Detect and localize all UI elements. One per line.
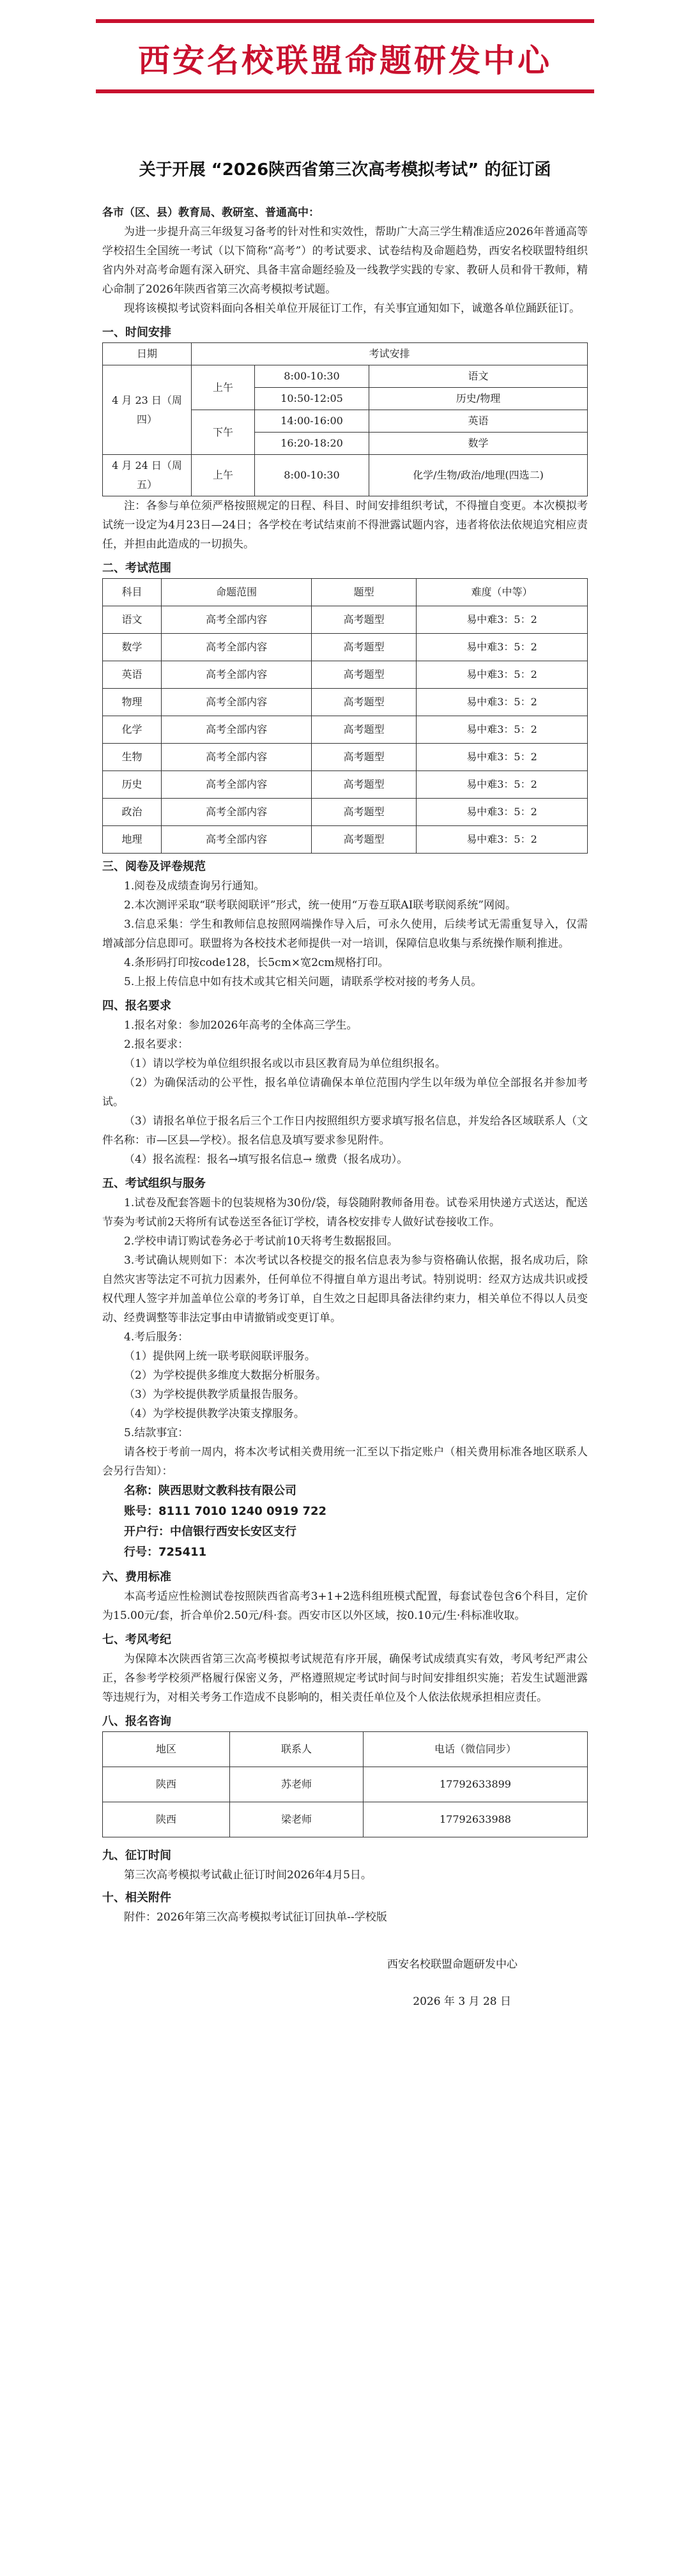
table-row: [103, 455, 588, 496]
intro-paragraph-2: 现将该模拟考试资料面向各相关单位开展征订工作，有关事宜通知如下，诚邀各单位踊跃征订。: [124, 302, 580, 315]
table-cell: 易中难3：5：2: [417, 716, 588, 744]
table-cell: 高考全部内容: [161, 744, 311, 771]
schedule-table: [102, 342, 588, 496]
organization-item: （1）提供网上统一联考联阅联评服务。: [124, 1350, 316, 1363]
contact-region: 陕西: [103, 1767, 230, 1802]
table-cell: 数学: [103, 634, 162, 661]
organization-item: （3）为学校提供教学质量报告服务。: [124, 1388, 305, 1401]
header-top-rule: [96, 19, 594, 23]
table-cell: 易中难3：5：2: [417, 826, 588, 854]
schedule-time: 8:00-10:30: [255, 365, 369, 388]
document-title: 关于开展 “2026陕西省第三次高考模拟考试” 的征订函: [139, 160, 551, 180]
grading-item: 5.上报上传信息中如有技术或其它相关问题，请联系学校对接的考务人员。: [124, 976, 482, 988]
table-cell: 高考全部内容: [161, 771, 311, 799]
table-header-cell: 命题范围: [161, 579, 311, 606]
organization-item: 2.学校申请订购试卷务必于考试前10天将考生数据报回。: [124, 1235, 398, 1248]
table-cell: 高考题型: [312, 661, 417, 689]
signature-date: 2026 年 3 月 28 日: [413, 1995, 511, 2008]
salutation: 各市（区、县）教育局、教研室、普通高中：: [102, 206, 319, 219]
schedule-period-am: 上午: [192, 455, 255, 496]
account-bank: 开户行：中信银行西安长安区支行: [124, 1525, 296, 1538]
registration-item: 1.报名对象：参加2026年高考的全体高三学生。: [124, 1019, 358, 1032]
table-cell: 高考题型: [312, 771, 417, 799]
table-header-cell: 科目: [103, 579, 162, 606]
header-bottom-rule: [96, 89, 594, 93]
table-cell: 高考全部内容: [161, 606, 311, 634]
organization-item: 请各校于考前一周内，将本次考试相关费用统一汇至以下指定账户（相关费用标准各地区联系人会另行告知）：: [102, 1446, 588, 1478]
organization-item: 1.试卷及配套答题卡的包装规格为30份/袋，每袋随附教师备用卷。试卷采用快递方式送达，配送节奏为考试前2天将所有试卷送至各征订学校，请各校安排专人做好试卷接收工作。: [102, 1197, 588, 1229]
table-cell: 易中难3：5：2: [417, 661, 588, 689]
schedule-period-pm: 下午: [192, 410, 255, 455]
organization-item: （2）为学校提供多维度大数据分析服务。: [124, 1369, 326, 1382]
section-heading-grading: 三、阅卷及评卷规范: [102, 860, 206, 873]
table-row: [103, 634, 588, 661]
contact-person: 苏老师: [230, 1767, 364, 1802]
table-cell: 地理: [103, 826, 162, 854]
section-heading-scope: 二、考试范围: [102, 562, 171, 575]
discipline-text: 为保障本次陕西省第三次高考模拟考试规范有序开展，确保考试成绩真实有效，考风考纪严肃公正，各参考学校须严格履行保密义务，严格遵照规定考试时间与时间安排组织实施；若发生试题泄露等违规行为，对相关考务工作造成不良影响的，相关责任单位及个人依法依规承担相应责任。: [102, 1653, 588, 1704]
table-cell: 高考全部内容: [161, 716, 311, 744]
registration-item: 2.报名要求：: [124, 1038, 189, 1051]
table-header-cell: 难度（中等）: [417, 579, 588, 606]
table-cell: 政治: [103, 799, 162, 826]
table-header-cell: 考试安排: [192, 343, 588, 365]
scope-table: [102, 578, 588, 854]
table-cell: 易中难3：5：2: [417, 606, 588, 634]
schedule-subject: 英语: [369, 410, 588, 433]
table-cell: 高考题型: [312, 826, 417, 854]
schedule-time: 14:00-16:00: [255, 410, 369, 433]
account-bank-code: 行号：725411: [124, 1545, 207, 1559]
table-header-cell: 地区: [103, 1732, 230, 1767]
table-cell: 易中难3：5：2: [417, 771, 588, 799]
table-header-cell: 联系人: [230, 1732, 364, 1767]
table-header-cell: 日期: [103, 343, 192, 365]
account-number: 账号：8111 7010 1240 0919 722: [124, 1505, 327, 1518]
table-cell: 语文: [103, 606, 162, 634]
table-row: [103, 799, 588, 826]
organization-item: 4.考后服务：: [124, 1331, 189, 1344]
table-header-cell: 题型: [312, 579, 417, 606]
signature-organization: 西安名校联盟命题研发中心: [387, 1958, 518, 1971]
registration-item: （4）报名流程：报名→填写报名信息→ 缴费（报名成功）。: [124, 1153, 408, 1166]
table-row: [103, 365, 588, 388]
table-cell: 高考全部内容: [161, 826, 311, 854]
table-cell: 高考题型: [312, 799, 417, 826]
table-cell: 高考题型: [312, 716, 417, 744]
table-cell: 高考全部内容: [161, 799, 311, 826]
table-row: [103, 1802, 588, 1837]
table-cell: 历史: [103, 771, 162, 799]
table-cell: 物理: [103, 689, 162, 716]
registration-item: （1）请以学校为单位组织报名或以市县区教育局为单位组织报名。: [124, 1057, 446, 1070]
table-row: [103, 579, 588, 606]
schedule-subject: 化学/生物/政治/地理(四选二): [369, 455, 588, 496]
schedule-subject: 语文: [369, 365, 588, 388]
table-cell: 英语: [103, 661, 162, 689]
section-heading-organization: 五、考试组织与服务: [102, 1177, 206, 1190]
contact-region: 陕西: [103, 1802, 230, 1837]
table-row: [103, 1732, 588, 1767]
contact-phone: 17792633988: [364, 1802, 588, 1837]
schedule-time: 8:00-10:30: [255, 455, 369, 496]
schedule-time: 10:50-12:05: [255, 388, 369, 410]
grading-item: 4.条形码打印按code128，长5cm×宽2cm规格打印。: [124, 956, 389, 969]
attachment-text: 附件：2026年第三次高考模拟考试征订回执单--学校版: [124, 1911, 387, 1924]
table-cell: 高考全部内容: [161, 634, 311, 661]
table-cell: 易中难3：5：2: [417, 744, 588, 771]
fees-text: 本高考适应性检测试卷按照陕西省高考3+1+2选科组班模式配置，每套试卷包含6个科目，定价为15.00元/套，折合单价2.50元/科·套。西安市区以外区域，按0.10元/生·科标准收取。: [102, 1590, 588, 1622]
document-body: [102, 203, 588, 2011]
deadline-text: 第三次高考模拟考试截止征订时间2026年4月5日。: [124, 1869, 372, 1882]
table-cell: 高考题型: [312, 606, 417, 634]
grading-item: 1.阅卷及成绩查询另行通知。: [124, 880, 265, 893]
table-row: [103, 716, 588, 744]
schedule-subject: 历史/物理: [369, 388, 588, 410]
contact-person: 梁老师: [230, 1802, 364, 1837]
organization-item: 5.结款事宜：: [124, 1427, 189, 1439]
table-cell: 高考全部内容: [161, 689, 311, 716]
section-heading-discipline: 七、考风考纪: [102, 1633, 171, 1646]
table-row: [103, 744, 588, 771]
table-row: [103, 343, 588, 365]
contact-phone: 17792633899: [364, 1767, 588, 1802]
table-cell: 高考题型: [312, 634, 417, 661]
section-heading-fees: 六、费用标准: [102, 1570, 171, 1584]
table-row: [103, 689, 588, 716]
registration-item: （2）为确保活动的公平性，报名单位请确保本单位范围内学生以年级为单位全部报名并参加考试。: [102, 1077, 588, 1108]
section-heading-deadline: 九、征订时间: [102, 1849, 171, 1862]
section-heading-registration: 四、报名要求: [102, 999, 171, 1013]
table-row: [103, 1767, 588, 1802]
table-row: [103, 661, 588, 689]
intro-paragraph-1: 为进一步提升高三年级复习备考的针对性和实效性，帮助广大高三学生精准适应2026年普通高等学校招生全国统一考试（以下简称“高考”）的考试要求、试卷结构及命题趋势，西安名校联盟特组织省内外对高考命题有深入研究、具备丰富命题经验及一线教学实践的专家、教研人员和骨干教师，精心命制了2026年陕西省第三次高考模拟考试题。: [102, 226, 588, 296]
section-heading-attachments: 十、相关附件: [102, 1891, 171, 1905]
table-cell: 易中难3：5：2: [417, 689, 588, 716]
table-cell: 化学: [103, 716, 162, 744]
schedule-time: 16:20-18:20: [255, 433, 369, 455]
grading-item: 2.本次测评采取“联考联阅联评”形式，统一使用“万卷互联AI联考联阅系统”网阅。: [124, 899, 516, 912]
contact-table: [102, 1731, 588, 1837]
schedule-note: 注：各参与单位须严格按照规定的日程、科目、时间安排组织考试，不得擅自变更。本次模拟考试统一设定为4月23日—24日；各学校在考试结束前不得泄露试题内容，违者将依法依规追究相应责任，并担由此造成的一切损失。: [102, 500, 588, 551]
table-row: [103, 771, 588, 799]
section-heading-schedule: 一、时间安排: [102, 326, 171, 339]
table-cell: 易中难3：5：2: [417, 634, 588, 661]
schedule-day-2: 4 月 24 日（周五）: [103, 455, 192, 496]
table-header-cell: 电话（微信同步）: [364, 1732, 588, 1767]
header-title: 西安名校联盟命题研发中心: [138, 42, 552, 79]
schedule-subject: 数学: [369, 433, 588, 455]
registration-item: （3）请报名单位于报名后三个工作日内按照组织方要求填写报名信息，并发给各区域联系人（文件名称：市—区县—学校）。报名信息及填写要求参见附件。: [102, 1115, 588, 1147]
schedule-period-am: 上午: [192, 365, 255, 410]
table-row: [103, 606, 588, 634]
table-cell: 易中难3：5：2: [417, 799, 588, 826]
schedule-day-1: 4 月 23 日（周四）: [103, 365, 192, 455]
organization-item: （4）为学校提供教学决策支撑服务。: [124, 1407, 305, 1420]
table-cell: 高考题型: [312, 744, 417, 771]
table-cell: 生物: [103, 744, 162, 771]
table-cell: 高考题型: [312, 689, 417, 716]
table-cell: 高考全部内容: [161, 661, 311, 689]
section-heading-contact: 八、报名咨询: [102, 1715, 171, 1728]
organization-item: 3.考试确认规则如下：本次考试以各校提交的报名信息表为参与资格确认依据，报名成功后，除自然灾害等法定不可抗力因素外，任何单位不得擅自单方退出考试。特别说明：经双方达成共识或授权代理人签字并加盖单位公章的考务订单，自生效之日起即具备法律约束力，相关单位不得以人员变动、经费调整等非法定事由申请撤销或变更订单。: [102, 1254, 588, 1324]
account-name: 名称：陕西思财文教科技有限公司: [124, 1484, 296, 1498]
grading-item: 3.信息采集：学生和教师信息按照网端操作导入后，可永久使用，后续考试无需重复导入，仅需增减部分信息即可。联盟将为各校技术老师提供一对一培训，保障信息收集与系统操作顺利推进。: [102, 918, 588, 950]
table-row: [103, 826, 588, 854]
